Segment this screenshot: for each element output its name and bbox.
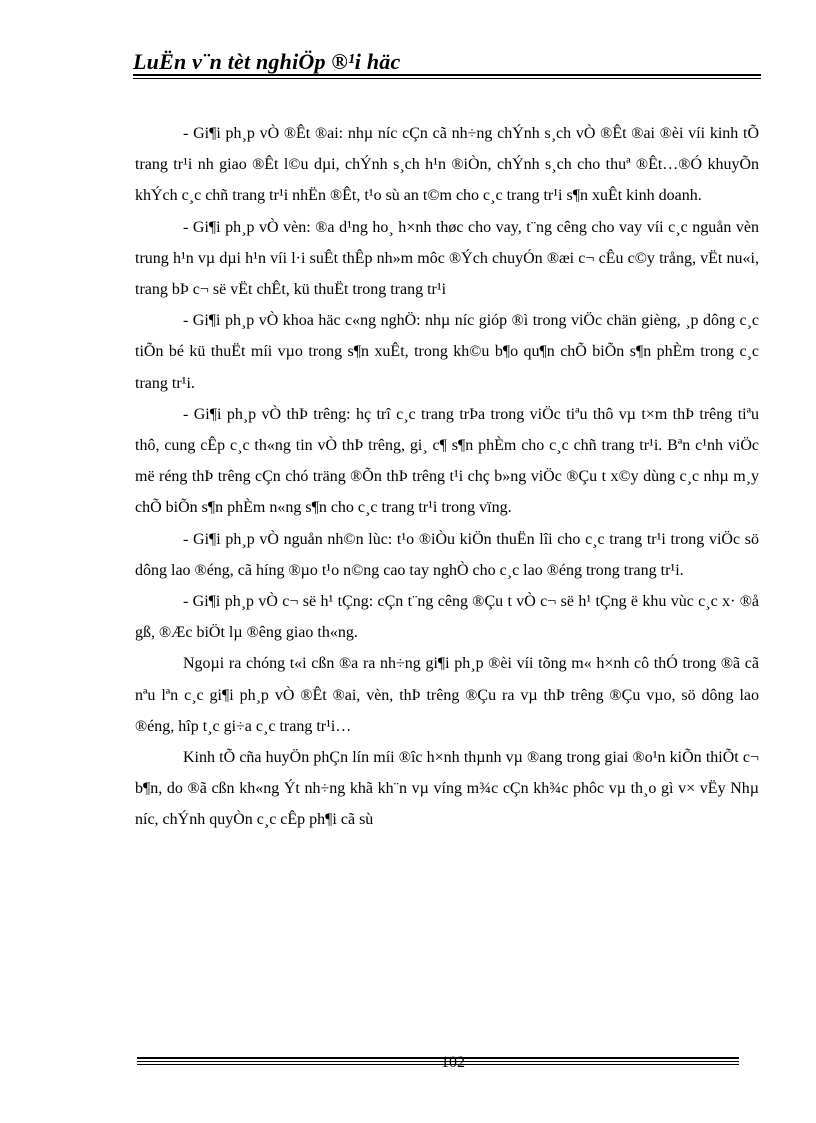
paragraph-land: - Gi¶i ph¸p vÒ ®Êt ®ai: nhµ níc cÇn cã nh÷ng chÝnh s¸ch vÒ ®Êt ®ai ®èi víi kinh tÕ trang tr¹i nh giao ®Êt l©u dµi, chÝnh s¸ch h¹n ®iÒn, chÝnh s¸ch cho thuª ®Êt…®Ó khuyÕn khÝch c¸c chñ trang tr¹i nhËn ®Êt, t¹o sù an t©m cho c¸c trang tr¹i s¶n xuÊt kinh doanh.: [135, 125, 759, 205]
body-text: [135, 118, 759, 836]
header-rule: [133, 74, 761, 76]
running-header-title: LuËn v¨n tèt nghiÖp ®¹i häc: [133, 49, 401, 74]
paragraph-district-economy: Kinh tÕ cña huyÖn phÇn lín míi ®îc h×nh thµnh vµ ®ang trong giai ®o¹n kiÕn thiÕt c¬ b¶n, do ®ã cßn kh«ng Ýt nh÷ng khã kh¨n vµ víng m¾c cÇn kh¾c phôc vµ th¸o gì v× vËy Nhµ níc, chÝnh quyÒn c¸c cÊp ph¶i cã sù: [135, 749, 759, 829]
header-rule-thin: [133, 78, 761, 79]
paragraph-capital: - Gi¶i ph¸p vÒ vèn: ®a d¹ng ho¸ h×nh thøc cho vay, t¨ng cêng cho vay víi c¸c nguån vèn trung h¹n vµ dµi h¹n víi l·i suÊt thÊp nh»m môc ®Ých chuyÓn ®æi c¬ cÊu c©y trång, vËt nu«i, trang bÞ c¬ së vËt chÊt, kü thuËt trong trang tr¹i: [135, 218, 759, 299]
paragraph-technology: - Gi¶i ph¸p vÒ khoa häc c«ng nghÖ: nhµ níc gióp ®ì trong viÖc chän gièng, ¸p dông c¸c tiÕn bé kü thuËt míi vµo trong s¶n xuÊt, trong kh©u b¶o qu¶n chÕ biÕn s¶n phÈm trong c¸c trang tr¹i.: [135, 312, 759, 392]
paragraph-other-solutions: Ngoµi ra chóng t«i cßn ®a ra nh÷ng gi¶i ph¸p ®èi víi tõng m« h×nh cô thÓ trong ®ã cã nªu lªn c¸c gi¶i ph¸p vÒ ®Êt ®ai, vèn, thÞ trêng ®Çu ra vµ thÞ trêng ®Çu vµo, sö dông lao ®éng, hîp t¸c gi÷a c¸c trang tr¹i…: [135, 655, 759, 735]
page-number: 102: [441, 1054, 465, 1071]
paragraph-infrastructure: - Gi¶i ph¸p vÒ c¬ së h¹ tÇng: cÇn t¨ng cêng ®Çu t vÒ c¬ së h¹ tÇng ë khu vùc c¸c x· ®å gß, ®Æc biÖt lµ ®êng giao th«ng.: [135, 593, 759, 642]
paragraph-market: - Gi¶i ph¸p vÒ thÞ trêng: hç trî c¸c trang trÞa trong viÖc tiªu thô vµ t×m thÞ trêng tiªu thô, cung cÊp c¸c th«ng tin vÒ thÞ trêng, gi¸ c¶ s¶n phÈm cho c¸c chñ trang tr¹i. Bªn c¹nh viÖc më réng thÞ trêng cÇn chó träng ®Õn thÞ trêng t¹i chç b»ng viÖc ®Çu t x©y dùng c¸c nhµ m¸y chÕ biÕn s¶n phÈm n«ng s¶n cho c¸c trang tr¹i trong vïng.: [135, 405, 759, 517]
paragraph-human-resources: - Gi¶i ph¸p vÒ nguån nh©n lùc: t¹o ®iÒu kiÖn thuËn lîi cho c¸c trang tr¹i trong viÖc sö dông lao ®éng, cã híng ®µo t¹o n©ng cao tay nghÒ cho c¸c lao ®éng trong trang tr¹i.: [135, 530, 759, 579]
